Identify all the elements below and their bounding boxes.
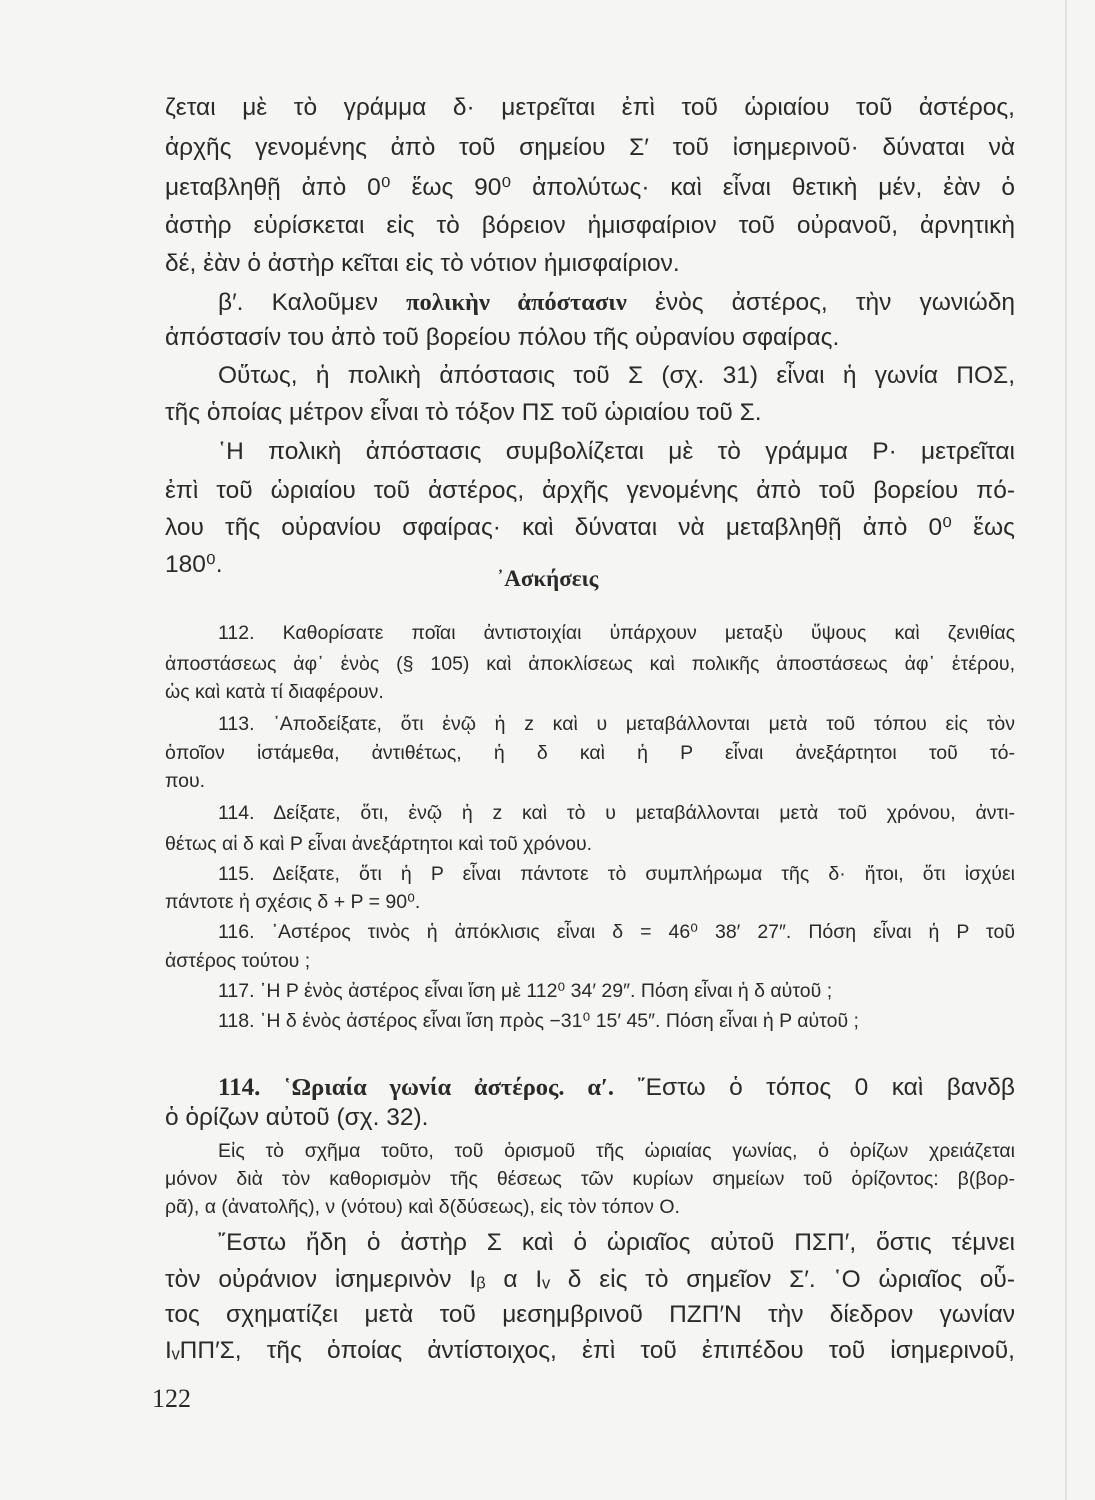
page-number: 122	[152, 1384, 191, 1413]
text-line: Οὕτως, ἡ πολικὴ ἀπόστασις τοῦ Σ (σχ. 31) εἶναι ἡ γωνία ΠΟΣ,	[218, 362, 1015, 389]
text-line: λου τῆς οὐρανίου σφαίρας· καὶ δύναται νὰ μεταβληθῇ ἀπὸ 0⁰ ἕως	[165, 514, 1015, 541]
exercise-line: που.	[165, 770, 206, 792]
exercise-line: 115. Δείξατε, ὅτι ἡ Ρ εἶναι πάντοτε τὸ συμπλήρωμα τῆς δ· ἤτοι, ὅτι ἰσχύει	[218, 863, 1015, 885]
exercise-line: ὁποῖον ἱστάμεθα, ἀντιθέτως, ἡ δ καὶ ἡ Ρ εἶναι ἀνεξάρτητοι τοῦ τό-	[165, 742, 1015, 764]
text-line: δέ, ἐὰν ὁ ἀστὴρ κεῖται εἰς τὸ νότιον ἡμισφαίριον.	[165, 250, 680, 277]
note-line: Εἰς τὸ σχῆμα τοῦτο, τοῦ ὁρισμοῦ τῆς ὡριαίας γωνίας, ὁ ὁρίζων χρειάζεται	[218, 1140, 1015, 1162]
text-line: ὁ ὁρίζων αὐτοῦ (σχ. 32).	[165, 1104, 429, 1131]
text-line: ἐπὶ τοῦ ὡριαίου τοῦ ἀστέρος, ἀρχῆς γενομένης ἀπὸ τοῦ βορείου πό-	[165, 477, 1015, 504]
text-line: τος σχηματίζει μετὰ τοῦ μεσημβρινοῦ ΠΖΠ′Ν τὴν δίεδρον γωνίαν	[165, 1301, 1015, 1328]
exercise-line: πάντοτε ἡ σχέσις δ + Ρ = 90⁰.	[165, 891, 421, 913]
text-run: ῎Εστω ὁ τόπος 0 καὶ βανδβ	[614, 1074, 1015, 1101]
text-line: ῎Εστω ἤδη ὁ ἀστὴρ Σ καὶ ὁ ὡριαῖος αὐτοῦ ΠΣΠ′, ὅστις τέμνει	[218, 1229, 1015, 1256]
text-line: ζεται μὲ τὸ γράμμα δ· μετρεῖται ἐπὶ τοῦ ὡριαίου τοῦ ἀστέρος,	[165, 94, 1015, 121]
exercise-line: 114. Δείξατε, ὅτι, ἐνῷ ἡ z καὶ τὸ υ μεταβάλλονται μετὰ τοῦ χρόνου, ἀντι-	[218, 802, 1015, 824]
text-line: 180⁰.	[165, 551, 223, 578]
exercise-line: ὡς καὶ κατὰ τί διαφέρουν.	[165, 681, 384, 703]
text-line: τὸν οὐράνιον ἰσημερινὸν Iᵦ α Iᵥ δ εἰς τὸ σημεῖον Σ′. ῾Ο ὡριαῖος οὗ-	[165, 1266, 1015, 1293]
exercises-heading: ᾿Ασκήσεις	[496, 566, 599, 591]
exercise-line: ἀποστάσεως ἀφ᾿ ἑνὸς (§ 105) καὶ ἀποκλίσεως καὶ πολικῆς ἀποστάσεως ἀφ᾿ ἑτέρου,	[165, 653, 1015, 675]
exercise-line: 112. Καθορίσατε ποῖαι ἀντιστοιχίαι ὑπάρχουν μεταξὺ ὕψους καὶ ζενιθίας	[218, 622, 1015, 644]
section-number: 114.	[218, 1074, 284, 1101]
exercise-line: ἀστέρος τούτου ;	[165, 950, 311, 972]
text-line-definition	[218, 287, 1015, 319]
section-heading-line	[218, 1072, 1015, 1104]
text-line: τῆς ὁποίας μέτρον εἶναι τὸ τόξον ΠΣ τοῦ ὡριαίου τοῦ Σ.	[165, 399, 762, 426]
term-polar-distance: πολικὴν ἀπόστασιν	[406, 289, 627, 316]
section-title: ῾Ωριαία γωνία ἀστέρος. α′.	[283, 1074, 615, 1101]
subsection-label: β′. Καλοῦμεν	[218, 289, 407, 316]
note-line: μόνον διὰ τὸν καθορισμὸν τῆς θέσεως τῶν κυρίων σημείων τοῦ ὁρίζοντος: β(βορ-	[165, 1168, 1015, 1190]
text-line: μεταβληθῇ ἀπὸ 0⁰ ἕως 90⁰ ἀπολύτως· καὶ εἶναι θετικὴ μέν, ἐὰν ὁ	[165, 174, 1015, 201]
exercise-line: 118. ῾Η δ ἑνὸς ἀστέρος εἶναι ἴση πρὸς −31⁰ 15′ 45″. Πόση εἶναι ἡ Ρ αὐτοῦ ;	[218, 1010, 859, 1032]
text-line: IᵥΠΠ′Σ, τῆς ὁποίας ἀντίστοιχος, ἐπὶ τοῦ ἐπιπέδου τοῦ ἰσημερινοῦ,	[165, 1337, 1015, 1364]
exercise-line: 116. ᾿Αστέρος τινὸς ἡ ἀπόκλισις εἶναι δ = 46⁰ 38′ 27″. Πόση εἶναι ἡ Ρ τοῦ	[218, 921, 1015, 943]
text-line: ἀπόστασίν του ἀπὸ τοῦ βορείου πόλου τῆς οὐρανίου σφαίρας.	[165, 324, 840, 351]
exercise-line: θέτως αἱ δ καὶ Ρ εἶναι ἀνεξάρτητοι καὶ τοῦ χρόνου.	[165, 833, 593, 855]
text-run: ἑνὸς ἀστέρος, τὴν γωνιώδη	[626, 289, 1015, 316]
exercise-line: 117. ῾Η Ρ ἑνὸς ἀστέρος εἶναι ἴση μὲ 112⁰ 34′ 29″. Πόση εἶναι ἡ δ αὐτοῦ ;	[218, 980, 833, 1002]
exercise-line: 113. ᾿Αποδείξατε, ὅτι ἐνῷ ἡ z καὶ υ μεταβάλλονται μετὰ τοῦ τόπου εἰς τὸν	[218, 713, 1015, 735]
text-line: ἀστὴρ εὑρίσκεται εἰς τὸ βόρειον ἡμισφαίριον τοῦ οὐρανοῦ, ἀρνητικὴ	[165, 212, 1015, 239]
page-edge	[1065, 0, 1067, 1500]
text-line: ῾Η πολικὴ ἀπόστασις συμβολίζεται μὲ τὸ γράμμα Ρ· μετρεῖται	[218, 438, 1015, 465]
note-line: ρᾶ), α (ἀνατολῆς), ν (νότου) καὶ δ(δύσεως), εἰς τὸν τόπον Ο.	[165, 1196, 680, 1218]
text-line: ἀρχῆς γενομένης ἀπὸ τοῦ σημείου Σ′ τοῦ ἰσημερινοῦ· δύναται νὰ	[165, 134, 1015, 161]
